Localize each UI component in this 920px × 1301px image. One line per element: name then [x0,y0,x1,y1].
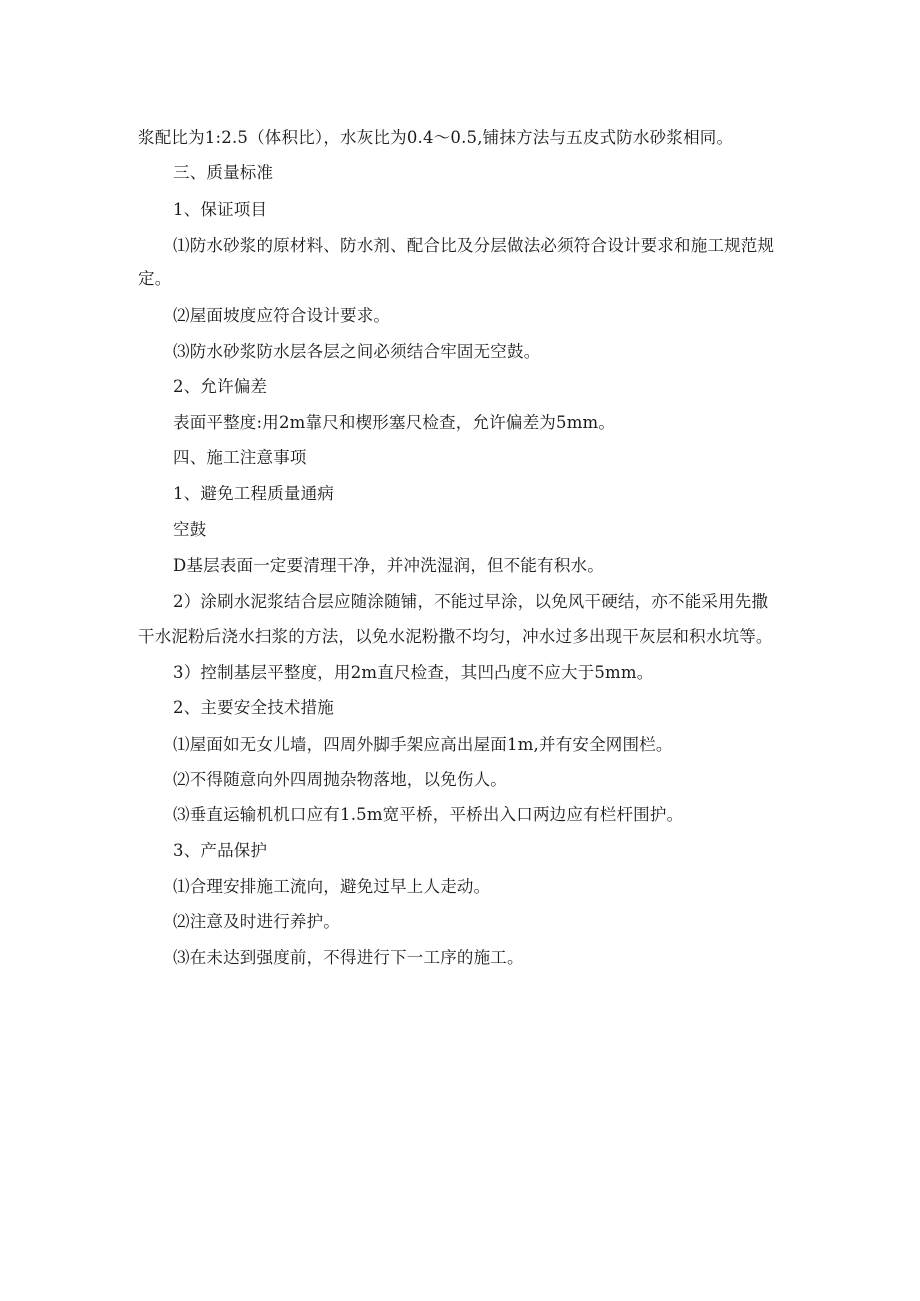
text-line-no-throwing: ⑵不得随意向外四周抛杂物落地，以免伤人。 [173,770,507,789]
heading-product-protection: 3、产品保护 [173,841,268,860]
text-line-clean-base: D基层表面一定要清理干净，并冲洗湿润，但不能有积水。 [173,556,604,575]
text-line-curing: ⑵注意及时进行养护。 [173,912,340,931]
text-line-work-flow: ⑴合理安排施工流向，避免过早上人走动。 [173,877,491,896]
text-line-parapet: ⑴屋面如无女儿墙，四周外脚手架应高出屋面1m,并有安全网围栏。 [173,735,673,754]
text-line-layer-bond: ⑶防水砂浆防水层各层之间必须结合牢固无空鼓。 [173,342,541,361]
text-line-base-flatness: 3）控制基层平整度，用2m直尺检查，其凹凸度不应大于5mm。 [173,663,654,682]
text-line-materials: ⑴防水砂浆的原材料、防水剂、配合比及分层做法必须符合设计要求和施工规范规 [173,236,775,255]
text-line-cement-paste: 2）涂刷水泥浆结合层应随涂随铺，不能过早涂，以免风干硬结，亦不能采用先撒 [173,592,769,611]
heading-allowed-deviation: 2、允许偏差 [173,377,268,396]
heading-construction-notes: 四、施工注意事项 [173,448,307,467]
text-line-strength: ⑶在未达到强度前，不得进行下一工序的施工。 [173,948,524,967]
text-line-flatness: 表面平整度:用2m靠尺和楔形塞尺检查，允许偏差为5mm。 [173,413,616,432]
heading-guarantee-items: 1、保证项目 [173,200,268,219]
text-line-mortar-ratio: 浆配比为1:2.5（体积比），水灰比为0.4～0.5,铺抹方法与五皮式防水砂浆相同。 [138,128,734,147]
heading-quality-standard: 三、质量标准 [173,163,274,182]
subheading-hollowing: 空鼓 [173,520,207,539]
text-line-roof-slope: ⑵屋面坡度应符合设计要求。 [173,306,391,325]
text-line-cement-paste-cont: 干水泥粉后浇水扫浆的方法，以免水泥粉撒不均匀，冲水过多出现干灰层和积水坑等。 [138,627,773,646]
text-line-hoist-platform: ⑶垂直运输机机口应有1.5m宽平桥，平桥出入口两边应有栏杆围护。 [173,805,684,824]
text-line-materials-cont: 定。 [138,269,172,288]
heading-avoid-defects: 1、避免工程质量通病 [173,484,334,503]
heading-safety-measures: 2、主要安全技术措施 [173,698,334,717]
